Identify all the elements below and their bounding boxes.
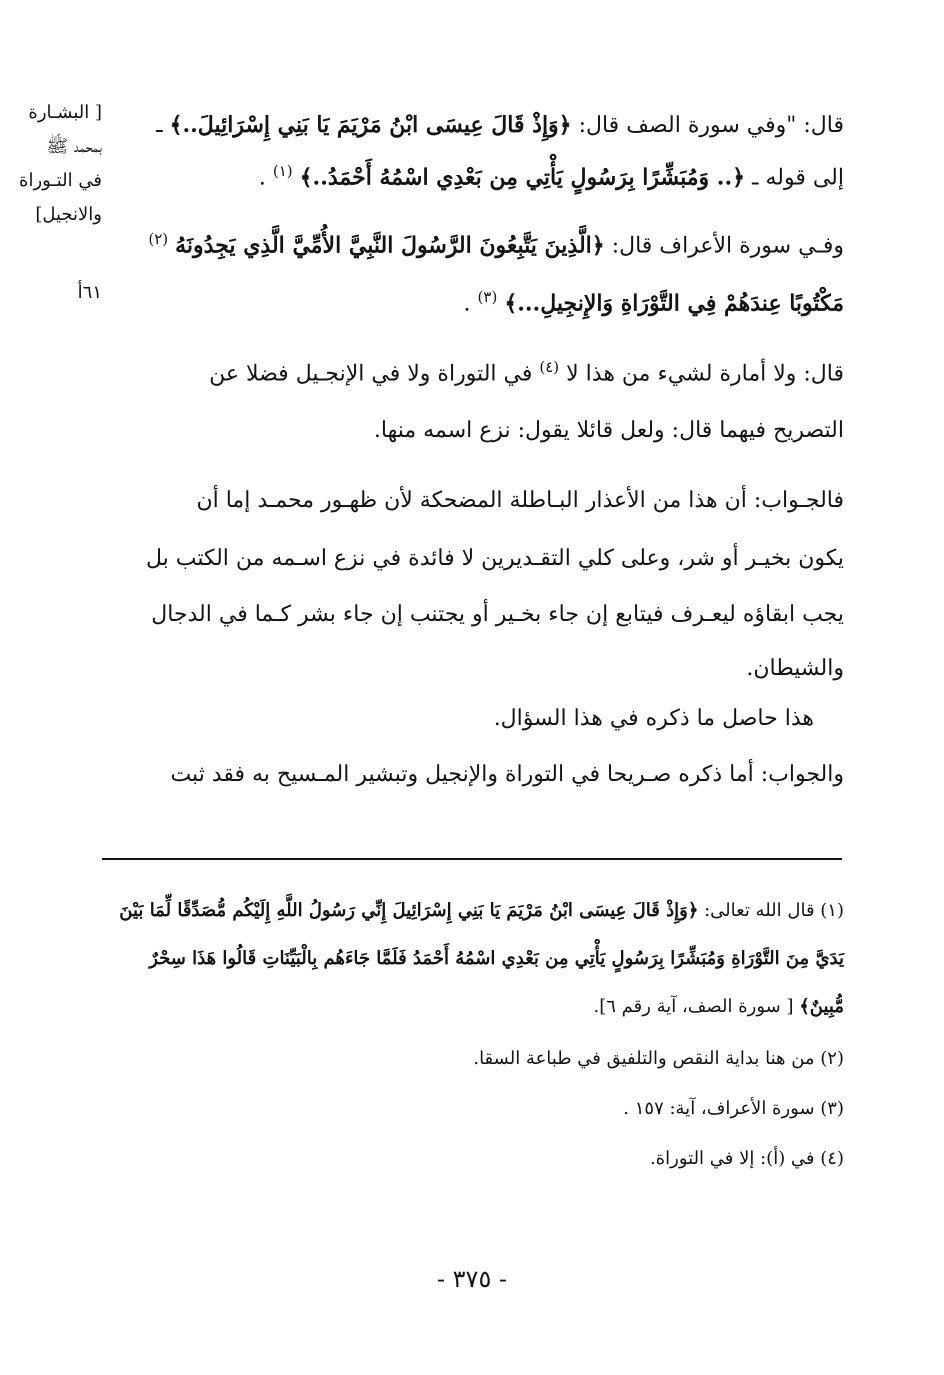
body-line: فالجـواب: أن هذا من الأعذار البـاطلة المضحكة لأن ظهـور محمـد إما أن — [196, 488, 844, 513]
footnote-ref: (١) — [272, 162, 293, 180]
body-line: يكون بخيـر أو شر، وعلى كلي التقـديرين لا فائدة في نزع اسـمه من الكتب بل — [145, 546, 844, 571]
footnote-line — [149, 948, 844, 969]
footnote-ref: (٤) — [539, 358, 560, 376]
page-number: - ٣٧٥ - — [436, 1265, 508, 1293]
footnote-line: (٤) في (أ): إلا في التوراة. — [650, 1148, 844, 1169]
quran-quote: مَكْتُوبًا عِندَهُمْ فِي التَّوْرَاةِ وَالإِنجِيلِ...﴾ — [504, 290, 844, 317]
margin-note-line: في التـوراة — [19, 170, 102, 191]
quran-quote: يَدَيَّ مِنَ التَّوْرَاةِ وَمُبَشِّرًا بِرَسُولٍ يَأْتِي مِن بَعْدِي اسْمُهُ أَحْمَدُ فَلَمَّا جَاءَهُم بِالْبَيِّنَاتِ قَالُوا هَذَا سِحْرٌ — [149, 948, 844, 969]
quran-quote: ﴿وَإِذْ قَالَ عِيسَى ابْنُ مَرْيَمَ يَا بَنِي إِسْرَائِيلَ..﴾ — [169, 112, 572, 138]
margin-note — [10, 96, 102, 232]
quran-quote: ﴿وَإِذْ قَالَ عِيسَى ابْنُ مَرْيَمَ يَا بَنِي إِسْرَائِيلَ إِنِّي رَسُولُ اللَّهِ إِلَيْكُم مُّصَدِّقًا لِّمَا بَيْنَ — [119, 900, 699, 921]
body-line: والشيطان. — [746, 656, 844, 681]
margin-page-ref: ٦١أ — [77, 282, 102, 303]
quran-quote: ﴿الَّذِينَ يَتَّبِعُونَ الرَّسُولَ النَّبِيَّ الأُمِّيَّ الَّذِي يَجِدُونَهُ — [175, 232, 605, 259]
margin-note-line: بمحمد ﷺ — [46, 136, 102, 157]
footnote-line: مُّبِينٌ﴾ [ سورة الصف، آية رقم ٦]. — [593, 996, 844, 1017]
footnote-line: (٣) سورة الأعراف، آية: ١٥٧ . — [623, 1098, 844, 1119]
body-line: قال: "وفي سورة الصف قال: ﴿وَإِذْ قَالَ عِيسَى ابْنُ مَرْيَمَ يَا بَنِي إِسْرَائِيلَ..﴾ ـ — [156, 112, 844, 138]
body-line: وفـي سورة الأعراف قال: ﴿الَّذِينَ يَتَّبِعُونَ الرَّسُولَ النَّبِيَّ الأُمِّيَّ الَّذِي يَجِدُونَهُ $^{(٢)}$ — [148, 230, 844, 259]
margin-note-line: [ البشـارة — [28, 102, 102, 123]
quran-quote: ﴿.. وَمُبَشِّرًا بِرَسُولٍ يَأْتِي مِن بَعْدِي اسْمُهُ أَحْمَدُ..﴾ — [299, 164, 746, 191]
footnote-separator — [102, 858, 842, 860]
footnote-ref: (٣) — [477, 288, 498, 306]
footnote-ref: (٢) — [148, 230, 169, 248]
footnote-line: (٢) من هنا بداية النقص والتلفيق في طباعة السقا. — [473, 1048, 844, 1069]
body-line: إلى قوله ـ ﴿.. وَمُبَشِّرًا بِرَسُولٍ يَأْتِي مِن بَعْدِي اسْمُهُ أَحْمَدُ..﴾ $^{(١)}$ . — [258, 162, 844, 191]
body-line: التصريح فيهما قال: ولعل قائلا يقول: نزع اسمه منها. — [373, 418, 844, 443]
body-line: هذا حاصل ما ذكره في هذا السؤال. — [493, 706, 814, 731]
quran-quote: مُّبِينٌ﴾ — [799, 996, 844, 1017]
body-line: مَكْتُوبًا عِندَهُمْ فِي التَّوْرَاةِ وَالإِنجِيلِ...﴾ $^{(٣)}$ . — [463, 288, 844, 317]
footnote-line: (١) قال الله تعالى: ﴿وَإِذْ قَالَ عِيسَى ابْنُ مَرْيَمَ يَا بَنِي إِسْرَائِيلَ إِنِّي رَسُولُ اللَّهِ إِلَيْكُم مُّصَدِّقًا لِّمَا بَيْنَ — [119, 900, 844, 921]
body-line: يجب ابقاؤه ليعـرف فيتابع إن جاء بخـير أو يجتنب إن جاء بشر كـما في الدجال — [151, 602, 844, 627]
body-line: قال: ولا أمارة لشيء من هذا لا $^{(٤)}$ في التوراة ولا في الإنجـيل فضلا عن — [209, 358, 844, 387]
margin-note-line: والانجيل] — [35, 204, 102, 225]
body-line: والجواب: أما ذكره صـريحا في التوراة والإنجيل وتبشير المـسيح به فقد ثبت — [170, 762, 844, 787]
